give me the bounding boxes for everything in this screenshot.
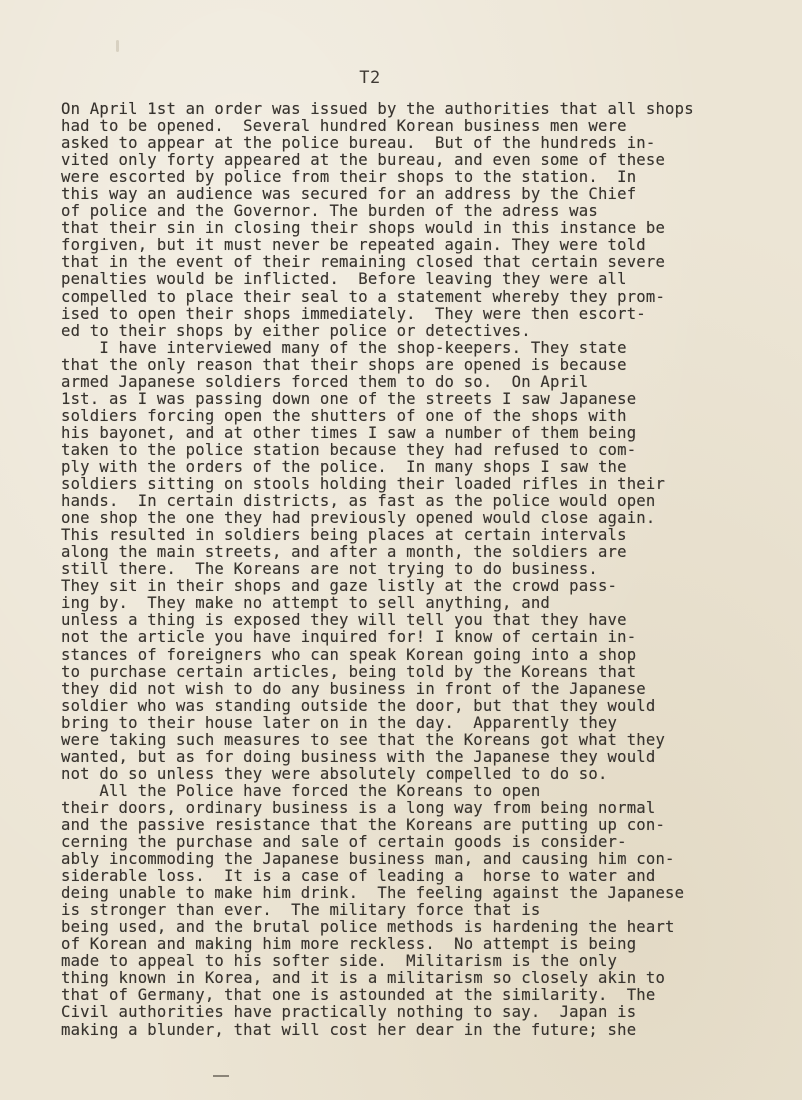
body-line: wanted, but as for doing business with the Japanese they would [61,747,656,766]
body-line: and the passive resistance that the Koreans are putting up con- [61,815,666,834]
body-line: they did not wish to do any business in front of the Japanese [61,679,646,698]
body-line: along the main streets, and after a month, the soldiers are [61,543,627,562]
body-line: deing unable to make him drink. The feeling against the Japanese [61,884,685,903]
body-line: vited only forty appeared at the bureau, and even some of these [61,151,666,170]
body-line: is stronger than ever. The military force that is [61,901,541,920]
typed-body-text [61,101,694,1039]
body-line: that their sin in closing their shops would in this instance be [61,219,666,238]
body-line: asked to appear at the police bureau. But of the hundreds in- [61,134,656,153]
body-line: soldiers sitting on stools holding their loaded rifles in their [61,475,666,494]
body-line: bring to their house later on in the day. Apparently they [61,713,618,732]
body-line: soldiers forcing open the shutters of one of the shops with [61,406,627,425]
body-line: were escorted by police from their shops to the station. In [61,168,637,187]
body-line: stances of foreigners who can speak Korean going into a shop [61,645,637,664]
body-line: to purchase certain articles, being told by the Koreans that [61,662,637,681]
body-line: made to appeal to his softer side. Militarism is the only [61,952,618,971]
body-line: that in the event of their remaining closed that certain severe [61,253,666,272]
body-line: ing by. They make no attempt to sell anything, and [61,594,550,613]
page-number: T2 [359,68,381,88]
body-line: armed Japanese soldiers forced them to do so. On April [61,372,589,391]
body-line: of Korean and making him more reckless. No attempt is being [61,935,637,954]
paper-smudge-bottom [213,1075,229,1077]
body-line: of police and the Governor. The burden of the adress was [61,202,598,221]
body-line: siderable loss. It is a case of leading a horse to water and [61,867,656,886]
body-line: were taking such measures to see that the Koreans got what they [61,730,666,749]
body-line: his bayonet, and at other times I saw a number of them being [61,423,637,442]
body-line: ably incommoding the Japanese business man, and causing him con- [61,850,675,869]
body-line: that of Germany, that one is astounded at the similarity. The [61,986,656,1005]
body-line: ed to their shops by either police or detectives. [61,321,531,340]
body-line: All the Police have forced the Koreans to open [61,781,541,800]
body-line: thing known in Korea, and it is a militarism so closely akin to [61,969,666,988]
body-line: On April 1st an order was issued by the authorities that all shops [61,100,694,118]
body-line: compelled to place their seal to a statement whereby they prom- [61,287,666,306]
body-line: unless a thing is exposed they will tell you that they have [61,611,627,630]
body-line: ply with the orders of the police. In many shops I saw the [61,457,627,476]
body-line: one shop the one they had previously opened would close again. [61,509,656,528]
body-line: their doors, ordinary business is a long way from being normal [61,798,656,817]
body-line: had to be opened. Several hundred Korean business men were [61,117,627,136]
body-line: cerning the purchase and sale of certain goods is consider- [61,833,627,852]
body-line: They sit in their shops and gaze listly at the crowd pass- [61,577,618,596]
body-line: ised to open their shops immediately. They were then escort- [61,304,646,323]
body-line: being used, and the brutal police methods is hardening the heart [61,918,675,937]
body-line: This resulted in soldiers being places at certain intervals [61,526,627,545]
body-line: this way an audience was secured for an address by the Chief [61,185,637,204]
body-line: not do so unless they were absolutely compelled to do so. [61,764,608,783]
body-line: taken to the police station because they had refused to com- [61,440,637,459]
body-line: 1st. as I was passing down one of the streets I saw Japanese [61,389,637,408]
body-line: penalties would be inflicted. Before leaving they were all [61,270,627,289]
body-line: I have interviewed many of the shop-keepers. They state [61,338,627,357]
body-line: still there. The Koreans are not trying to do business. [61,560,598,579]
body-line: soldier who was standing outside the door, but that they would [61,696,656,715]
paper-smudge-top [116,40,119,52]
body-line: that the only reason that their shops are opened is because [61,355,627,374]
body-line: forgiven, but it must never be repeated again. They were told [61,236,646,255]
body-line: Civil authorities have practically nothing to say. Japan is [61,1003,637,1022]
body-line: not the article you have inquired for! I know of certain in- [61,628,637,647]
body-line: hands. In certain districts, as fast as the police would open [61,492,656,511]
body-line: making a blunder, that will cost her dear in the future; she [61,1020,637,1039]
